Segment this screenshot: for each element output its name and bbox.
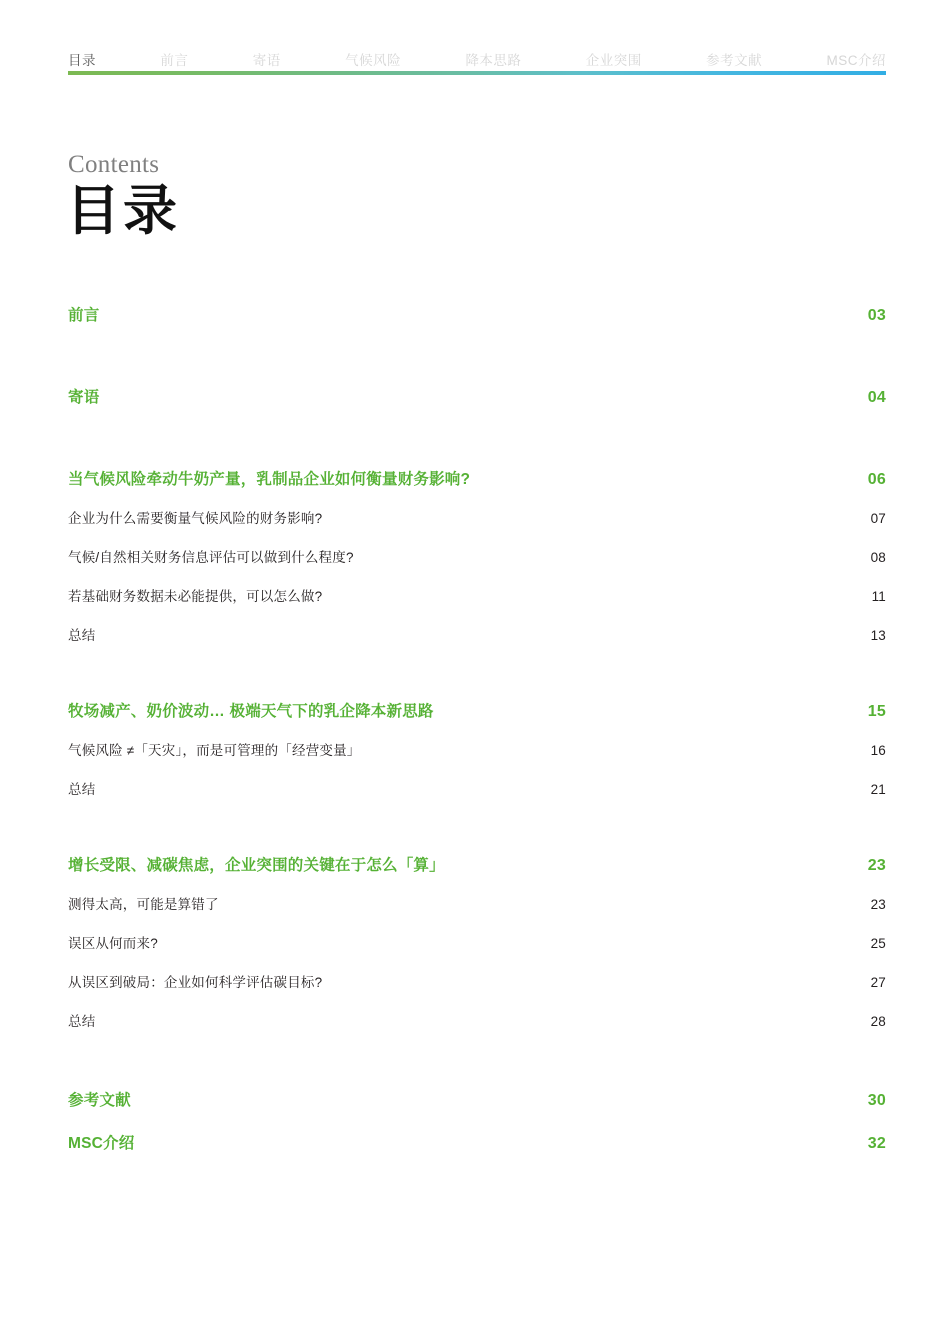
toc-entry-page: 06 [867, 471, 886, 488]
toc-entry-label: 寄语 [68, 389, 100, 406]
nav-item-enterprise-breakthrough[interactable]: 企业突围 [585, 53, 642, 68]
table-of-contents [68, 305, 886, 1155]
toc-entry-page: 21 [870, 782, 886, 797]
toc-entry-page: 25 [870, 936, 886, 951]
toc-group [68, 469, 886, 646]
toc-group [68, 1090, 886, 1112]
toc-entry-page: 28 [870, 1014, 886, 1029]
toc-entry-label: 气候/自然相关财务信息评估可以做到什么程度? [68, 550, 354, 565]
toc-group [68, 1133, 886, 1155]
toc-entry-major[interactable] [68, 1133, 886, 1155]
toc-entry-major[interactable] [68, 305, 886, 327]
toc-entry-label: 当气候风险牵动牛奶产量，乳制品企业如何衡量财务影响? [68, 471, 471, 488]
toc-entry-page: 23 [867, 857, 886, 874]
toc-entry-page: 30 [867, 1092, 886, 1109]
toc-entry-page: 08 [870, 550, 886, 565]
toc-entry-label: MSC介绍 [68, 1135, 135, 1152]
toc-entry-label: 总结 [68, 1014, 96, 1029]
toc-entry-sub[interactable] [68, 973, 886, 993]
toc-entry-label: 气候风险 ≠「天灾」，而是可管理的「经营变量」 [68, 743, 361, 758]
toc-entry-page: 13 [870, 628, 886, 643]
toc-entry-page: 15 [867, 703, 886, 720]
top-navigation [68, 40, 886, 70]
toc-entry-page: 27 [870, 975, 886, 990]
nav-item-contents[interactable]: 目录 [68, 53, 96, 68]
toc-entry-major[interactable] [68, 855, 886, 877]
toc-entry-major[interactable] [68, 469, 886, 491]
toc-entry-sub[interactable] [68, 587, 886, 607]
page-title: 目录 [66, 181, 180, 241]
nav-item-cost-reduction[interactable]: 降本思路 [465, 53, 522, 68]
nav-item-msc-intro[interactable]: MSC介绍 [826, 53, 887, 68]
nav-item-message[interactable]: 寄语 [252, 53, 281, 68]
toc-entry-label: 参考文献 [68, 1092, 131, 1109]
toc-entry-sub[interactable] [68, 509, 886, 529]
toc-entry-major[interactable] [68, 387, 886, 409]
toc-entry-major[interactable] [68, 1090, 886, 1112]
toc-entry-sub[interactable] [68, 1012, 886, 1032]
toc-entry-label: 前言 [68, 307, 100, 324]
toc-entry-sub[interactable] [68, 934, 886, 954]
toc-entry-page: 11 [871, 589, 886, 604]
toc-entry-page: 04 [867, 389, 886, 406]
toc-entry-sub[interactable] [68, 895, 886, 915]
nav-item-preface[interactable]: 前言 [160, 53, 189, 68]
toc-entry-page: 23 [870, 897, 886, 912]
toc-entry-sub[interactable] [68, 780, 886, 800]
toc-group [68, 701, 886, 800]
toc-entry-page: 07 [870, 511, 886, 526]
toc-entry-label: 牧场减产、奶价波动… 极端天气下的乳企降本新思路 [68, 703, 434, 720]
toc-entry-label: 从误区到破局：企业如何科学评估碳目标? [68, 975, 323, 990]
toc-entry-label: 总结 [68, 628, 96, 643]
toc-entry-label: 增长受限、减碳焦虑，企业突围的关键在于怎么「算」 [68, 857, 445, 874]
toc-entry-label: 误区从何而来? [68, 936, 158, 951]
toc-entry-page: 32 [867, 1135, 886, 1152]
toc-entry-page: 16 [870, 743, 886, 758]
toc-entry-sub[interactable] [68, 548, 886, 568]
nav-item-references[interactable]: 参考文献 [706, 53, 763, 68]
nav-gradient-rule [68, 71, 886, 75]
toc-entry-label: 总结 [68, 782, 96, 797]
toc-entry-label: 企业为什么需要衡量气候风险的财务影响? [68, 511, 323, 526]
toc-entry-sub[interactable] [68, 626, 886, 646]
toc-group [68, 305, 886, 327]
toc-entry-label: 测得太高，可能是算错了 [68, 897, 219, 912]
toc-entry-page: 03 [867, 307, 886, 324]
toc-entry-sub[interactable] [68, 741, 886, 761]
toc-group [68, 855, 886, 1032]
page-title-english: Contents [68, 151, 160, 178]
toc-group [68, 387, 886, 409]
nav-item-climate-risk[interactable]: 气候风险 [345, 53, 402, 68]
toc-entry-label: 若基础财务数据未必能提供，可以怎么做? [68, 589, 323, 604]
toc-entry-major[interactable] [68, 701, 886, 723]
